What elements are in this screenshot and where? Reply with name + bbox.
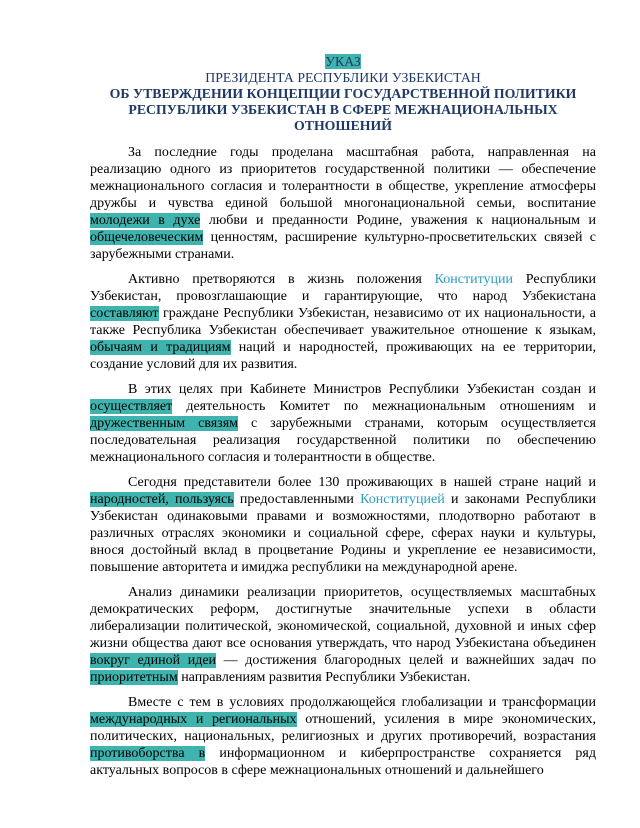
paragraph: Активно претворяются в жизнь положения Конституции Республики Узбекистан, провозглашающие и гарантирующие, что народ Узбекистана составляют граждане Республики Узбекистан, независимо от их национальности, а также Республика Узбекистан обеспечивает уважительное отношение к языкам, обычаям и традициям наций и народностей, проживающих на ее территории, создание условий для их развития. — [90, 272, 596, 372]
highlighted-text: составляют — [90, 306, 159, 321]
paragraph: В этих целях при Кабинете Министров Республики Узбекистан создан и осуществляет деятельность Комитет по межнациональным отношениям и дружественным связям с зарубежными странами, которым осуществляется последовательная реализация государственной политики по обеспечению межнационального согласия и толерантности в обществе. — [90, 382, 596, 465]
highlighted-text: дружественным связям — [90, 416, 239, 431]
highlighted-text: противоборства в — [90, 746, 206, 761]
highlighted-text: УКАЗ — [325, 54, 361, 69]
paragraph: Сегодня представители более 130 проживающих в нашей стране наций и народностей, пользуясь предоставленными Конституцией и законами Республики Узбекистан одинаковыми правами и возможностями, плодотворно работают в различных отраслях экономики и социальной сфере, сферах науки и культуры, внося достойный вклад в процветание Родины и укрепление ее независимости, повышение авторитета и имиджа республики на международной арене. — [90, 475, 596, 575]
highlighted-text: народностей, пользуясь — [90, 492, 234, 507]
paragraph: За последние годы проделана масштабная работа, направленная на реализацию одного из приоритетов государственной политики — обеспечение межнационального согласия и толерантности в обществе, укрепление атмосферы дружбы и чувства единой большой многонациональной семьи, воспитание молодежи в духе любви и преданности Родине, уважения к национальным и общечеловеческим ценностям, расширение культурно-просветительских связей с зарубежными странами. — [90, 145, 596, 262]
highlighted-text: общечеловеческим — [90, 230, 204, 245]
paragraph: Вместе с тем в условиях продолжающейся глобализации и трансформации международных и региональных отношений, усиления в мире экономических, политических, национальных, религиозных и других противоречий, возрастания противоборства в информационном и киберпространстве сохраняется ряд актуальных вопросов в сфере межнациональных отношений и дальнейшего — [90, 695, 596, 778]
paragraph: Анализ динамики реализации приоритетов, осуществляемых масштабных демократических реформ, достигнутые значительные успехи в области либерализации политической, экономической, социальной, духовной и иных сфер жизни общества дают все основания утверждать, что народ Узбекистана объединен вокруг единой идеи — достижения благородных целей и важнейших задач по приоритетным направлениям развития Республики Узбекистан. — [90, 585, 596, 685]
title-line — [90, 54, 596, 70]
constitution-link[interactable]: Конституции — [434, 272, 513, 287]
highlighted-text: вокруг единой идеи — [90, 653, 217, 668]
highlighted-text: молодежи в духе — [90, 213, 201, 228]
constitution-link[interactable]: Конституцией — [360, 492, 445, 507]
title-line: ПРЕЗИДЕНТА РЕСПУБЛИКИ УЗБЕКИСТАН — [205, 70, 481, 85]
title-line: ОТНОШЕНИЙ — [294, 118, 392, 133]
title-line: РЕСПУБЛИКИ УЗБЕКИСТАН В СФЕРЕ МЕЖНАЦИОНАЛЬНЫХ — [128, 102, 558, 117]
highlighted-text: обычаям и традициям — [90, 340, 231, 355]
highlighted-text: осуществляет — [90, 399, 173, 414]
title-line: ОБ УТВЕРЖДЕНИИ КОНЦЕПЦИИ ГОСУДАРСТВЕННОЙ ПОЛИТИКИ — [109, 86, 577, 101]
highlighted-text: международных и региональных — [90, 712, 297, 727]
highlighted-text: приоритетным — [90, 670, 178, 685]
document-body — [90, 144, 596, 779]
document-title — [90, 54, 596, 134]
